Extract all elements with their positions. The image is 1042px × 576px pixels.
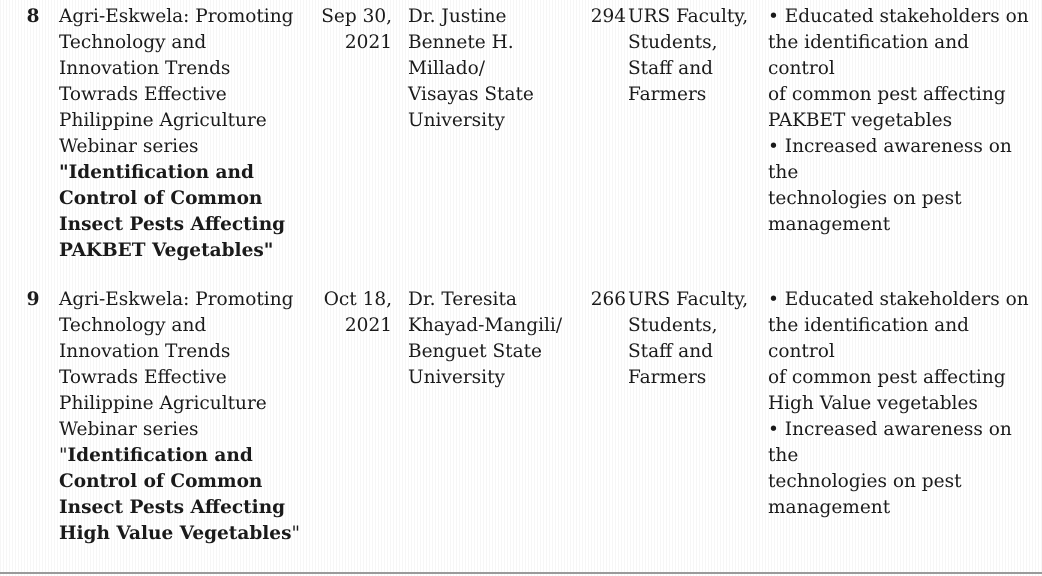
result-line: of common pest affecting bbox=[768, 367, 1006, 388]
result-line: • Increased awareness on the bbox=[768, 419, 1012, 466]
topic-line bbox=[59, 443, 309, 469]
activity-title bbox=[59, 287, 309, 547]
result-line: High Value vegetables bbox=[768, 393, 978, 414]
title-line: Webinar series bbox=[59, 419, 199, 440]
title-line: Innovation Trends bbox=[59, 341, 231, 362]
result-line: • Increased awareness on the bbox=[768, 136, 1012, 183]
date-line: 2021 bbox=[344, 315, 392, 336]
result-line: management bbox=[768, 214, 891, 235]
topic-line: Insect Pests Affecting bbox=[59, 214, 286, 235]
resource-speaker bbox=[408, 287, 578, 391]
activity-results bbox=[768, 287, 1040, 521]
date-line: 2021 bbox=[344, 32, 392, 53]
title-line: Technology and bbox=[59, 315, 207, 336]
topic-text: High Value Vegetables bbox=[59, 523, 292, 544]
title-line: Webinar series bbox=[59, 136, 199, 157]
participant-count: 294 bbox=[590, 6, 626, 27]
participant-line: URS Faculty, bbox=[628, 6, 749, 27]
result-line: the identification and control bbox=[768, 315, 969, 362]
open-quote: " bbox=[59, 445, 68, 466]
participant-line: Staff and bbox=[628, 341, 713, 362]
speaker-line: Visayas State bbox=[408, 84, 534, 105]
speaker-line: Dr. Teresita bbox=[408, 289, 517, 310]
speaker-line: University bbox=[408, 110, 505, 131]
topic-line: Control of Common bbox=[59, 471, 263, 492]
speaker-line: Khayad-Mangili/ bbox=[408, 315, 563, 336]
title-line: Agri-Eskwela: Promoting bbox=[59, 289, 294, 310]
participant-line: Farmers bbox=[628, 367, 707, 388]
title-line: Towrads Effective bbox=[59, 367, 227, 388]
title-line: Innovation Trends bbox=[59, 58, 231, 79]
activity-date bbox=[318, 287, 392, 339]
result-line: management bbox=[768, 497, 891, 518]
date-line: Sep 30, bbox=[321, 6, 392, 27]
participants bbox=[628, 4, 758, 108]
participant-line: Farmers bbox=[628, 84, 707, 105]
table-row bbox=[0, 0, 1042, 283]
result-line: technologies on pest bbox=[768, 471, 962, 492]
title-line: Technology and bbox=[59, 32, 207, 53]
participant-line: Staff and bbox=[628, 58, 713, 79]
participant-line: Students, bbox=[628, 315, 718, 336]
row-number: 8 bbox=[26, 6, 40, 27]
topic-line: PAKBET Vegetables" bbox=[59, 240, 274, 261]
topic-text: Identification and bbox=[67, 445, 253, 466]
result-line: PAKBET vegetables bbox=[768, 110, 953, 131]
title-line: Philippine Agriculture bbox=[59, 393, 267, 414]
participant-count: 266 bbox=[590, 289, 626, 310]
topic-line: "Identification and bbox=[59, 162, 254, 183]
speaker-line: Dr. Justine bbox=[408, 6, 507, 27]
title-line: Philippine Agriculture bbox=[59, 110, 267, 131]
participant-line: URS Faculty, bbox=[628, 289, 749, 310]
activity-results bbox=[768, 4, 1040, 238]
result-line: the identification and control bbox=[768, 32, 969, 79]
result-line: technologies on pest bbox=[768, 188, 962, 209]
result-line: • Educated stakeholders on bbox=[768, 6, 1029, 27]
result-line: of common pest affecting bbox=[768, 84, 1006, 105]
speaker-line: Benguet State bbox=[408, 341, 542, 362]
speaker-line: Bennete H. bbox=[408, 32, 514, 53]
row-number: 9 bbox=[26, 289, 40, 310]
activity-date bbox=[318, 4, 392, 56]
title-line: Towrads Effective bbox=[59, 84, 227, 105]
participant-line: Students, bbox=[628, 32, 718, 53]
table-row bbox=[0, 283, 1042, 543]
participants bbox=[628, 287, 758, 391]
topic-line bbox=[59, 521, 309, 547]
title-line: Agri-Eskwela: Promoting bbox=[59, 6, 294, 27]
table-bottom-rule bbox=[0, 572, 1042, 574]
topic-line: Insect Pests Affecting bbox=[59, 497, 286, 518]
resource-speaker bbox=[408, 4, 578, 134]
speaker-line: Millado/ bbox=[408, 58, 485, 79]
speaker-line: University bbox=[408, 367, 505, 388]
topic-line: Control of Common bbox=[59, 188, 263, 209]
date-line: Oct 18, bbox=[323, 289, 392, 310]
close-quote: " bbox=[291, 523, 300, 544]
result-line: • Educated stakeholders on bbox=[768, 289, 1029, 310]
activity-title bbox=[59, 4, 309, 264]
